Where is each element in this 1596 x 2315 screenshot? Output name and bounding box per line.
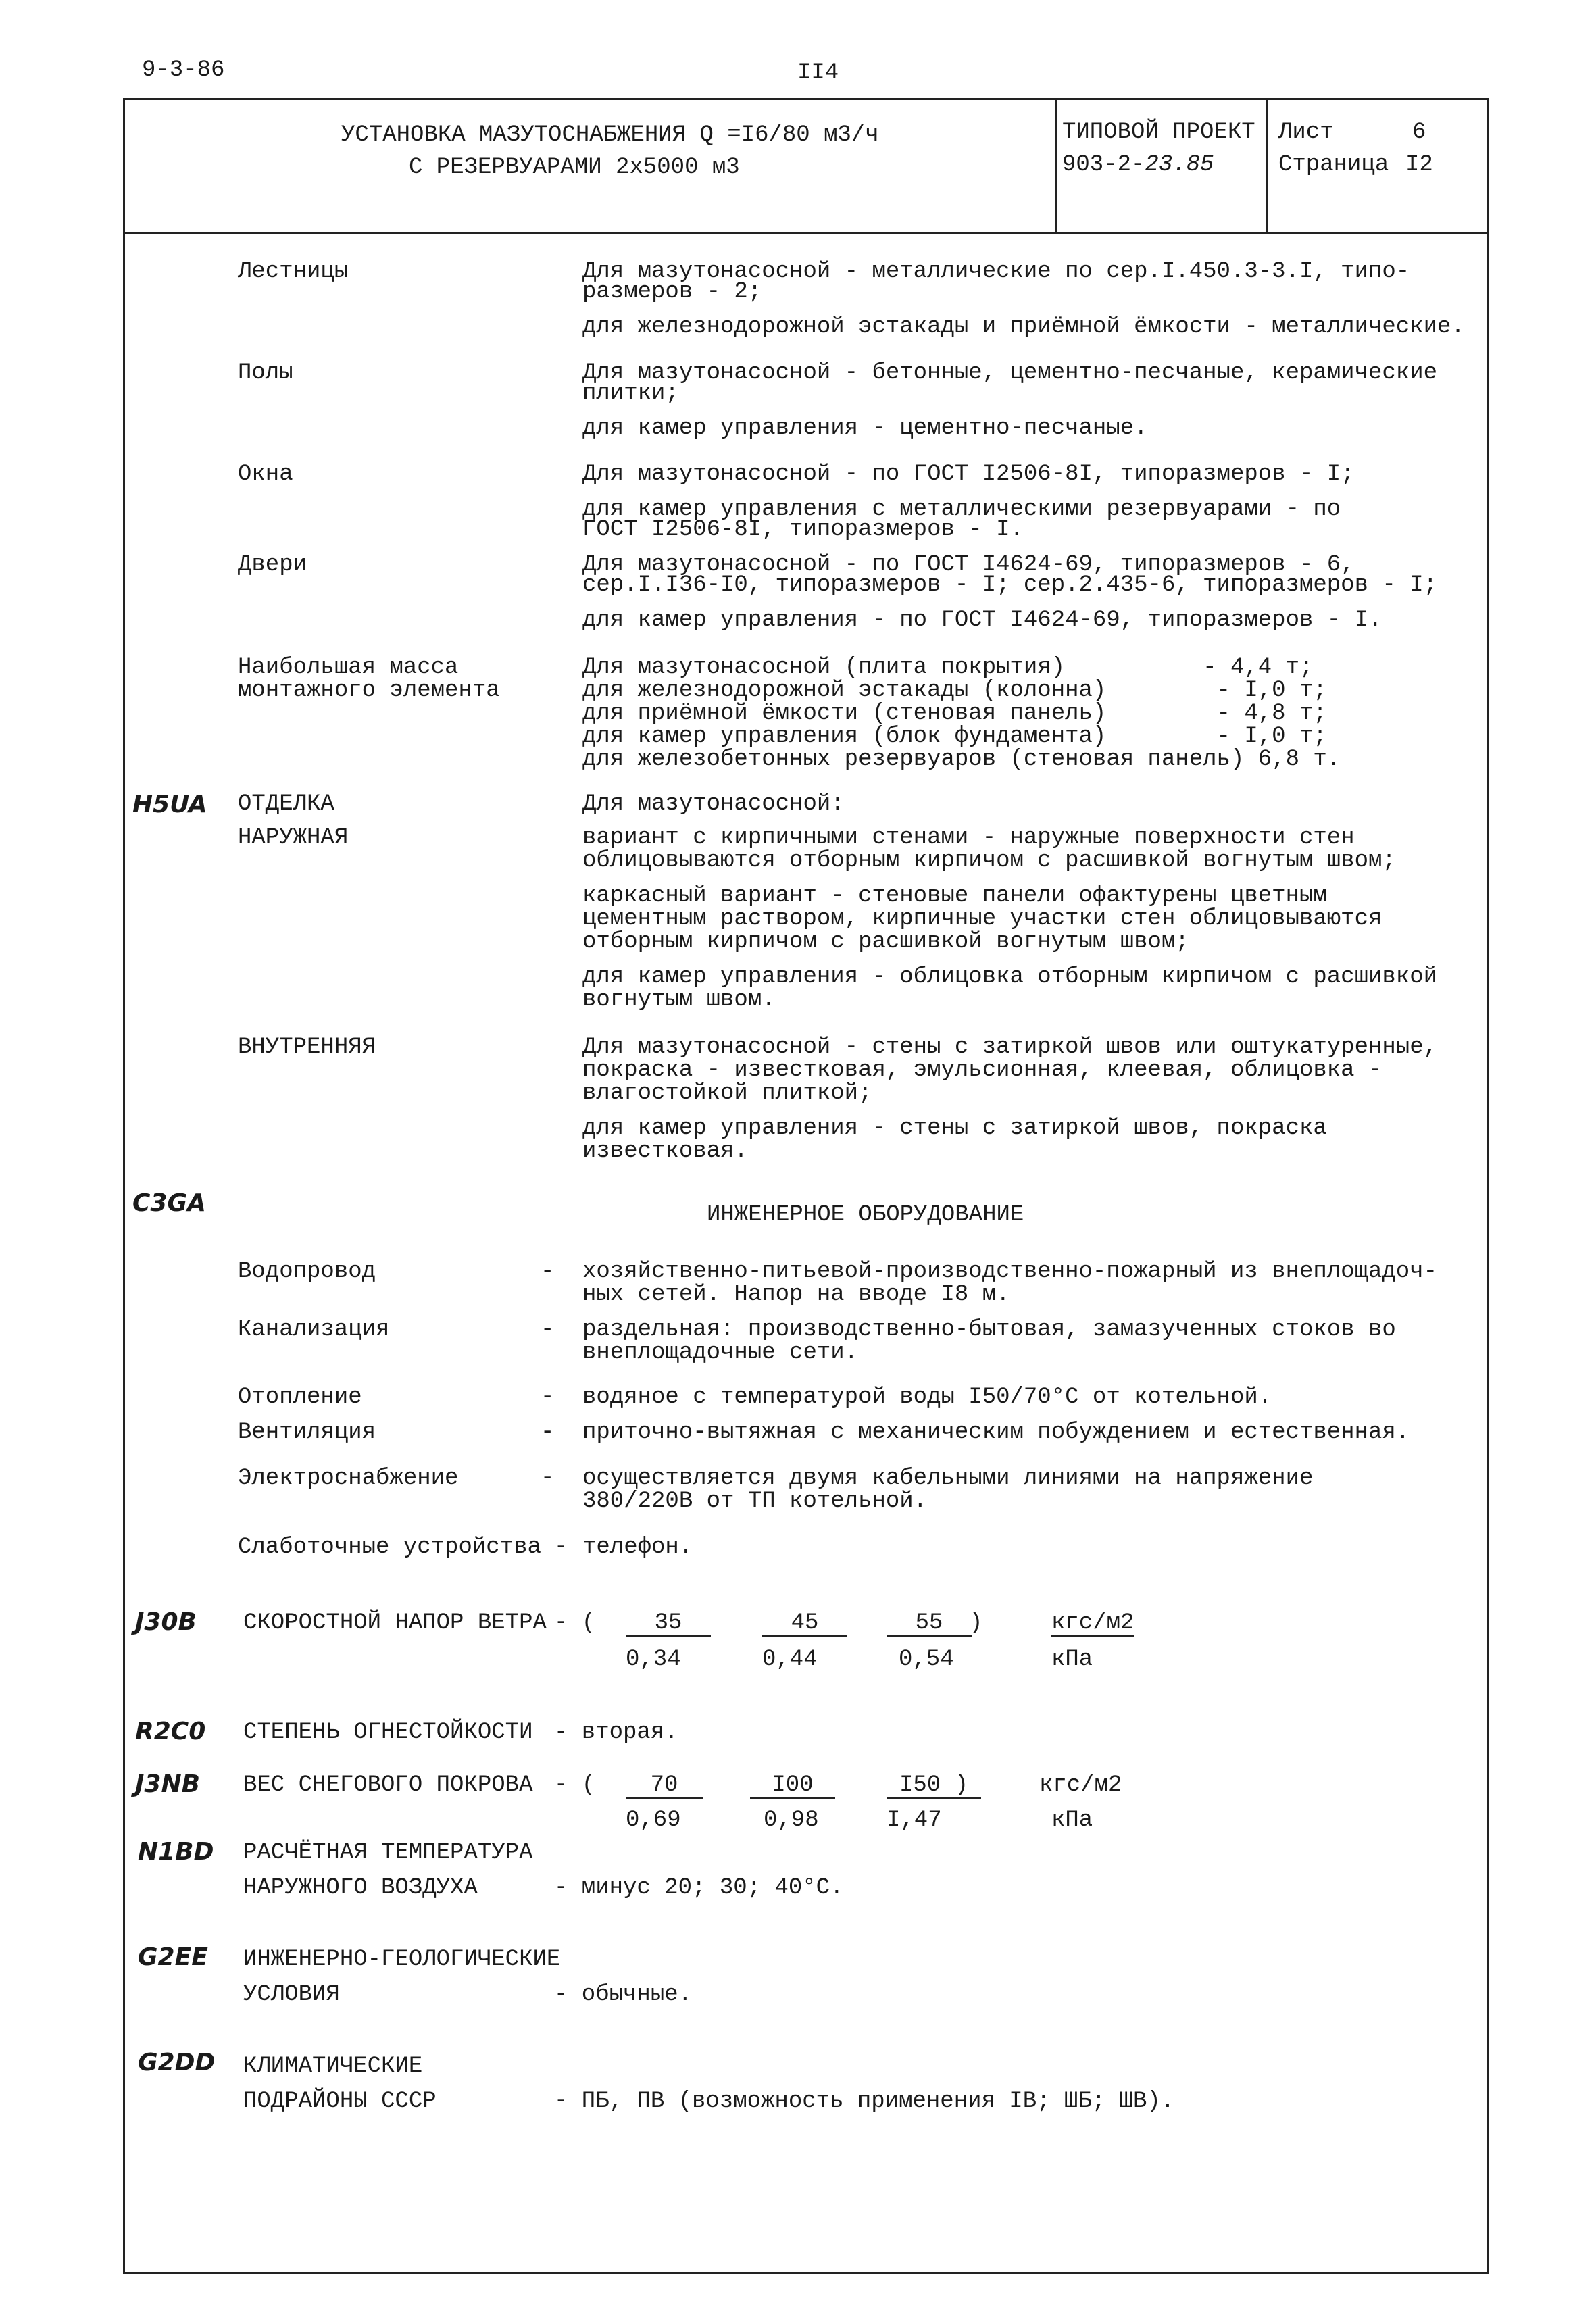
interior-text: известковая. [582,1139,748,1164]
engineering-heading: ИНЖЕНЕРНОЕ ОБОРУДОВАНИЕ [707,1202,1024,1228]
dash: - [541,1317,555,1343]
heating-text: водяное с температурой воды I50/70°С от котельной. [582,1385,1272,1410]
wind-unit-kpa: кПа [1051,1647,1093,1672]
snow-value-kgs: I00 [750,1773,835,1799]
finish-text: вогнутым швом. [582,987,776,1013]
wind-unit-kgs: кгс/м2 [1051,1610,1134,1636]
wind-value-kpa: 0,44 [762,1647,818,1672]
windows-text: ГОСТ I2506-8I, типоразмеров - I. [582,517,1024,543]
finish-text: облицовываются отборным кирпичом с расшивкой вогнутым швом; [582,848,1396,874]
mass-label: монтажного элемента [238,678,500,703]
snow-unit-kgs: кгс/м2 [1039,1772,1122,1798]
windows-text: Для мазутонасосной - по ГОСТ I2506-8I, типоразмеров - I; [582,462,1355,487]
wind-value-kpa: 0,34 [626,1647,681,1672]
interior-text: для камер управления - стены с затиркой швов, покраска [582,1116,1327,1141]
windows-label: Окна [238,462,293,487]
power-label: Электроснабжение [238,1466,459,1491]
dash: - [554,1535,568,1560]
mass-line: для железнодорожной эстакады (колонна) - I,0 т; [582,678,1327,703]
mass-line: для железобетонных резервуаров (стеновая панель) 6,8 т. [582,747,1341,772]
sheet-label: Лист [1278,120,1334,145]
project-number: 903-2-23.85 [1062,152,1214,178]
wind-label: СКОРОСТНОЙ НАПОР ВЕТРА [243,1610,547,1636]
dash: - [541,1385,555,1410]
climate-code: G2DD [138,2049,216,2076]
low-current-label: Слаботочные устройства [238,1535,541,1560]
floors-label: Полы [238,360,293,386]
snow-bracket: - ( [554,1772,596,1798]
interior-text: влагостойкой плиткой; [582,1080,872,1106]
finish-text: отборным кирпичом с расшивкой вогнутым швом; [582,929,1189,955]
title-line-2: С РЕЗЕРВУАРАМИ 2х5000 м3 [409,155,740,180]
snow-value-kpa: I,47 [887,1808,942,1833]
temperature-label: РАСЧЁТНАЯ ТЕМПЕРАТУРА [243,1840,533,1866]
finish-text: каркасный вариант - стеновые панели офактурены цветным [582,883,1327,909]
floors-text: для камер управления - цементно-песчаные. [582,416,1148,441]
water-text: хозяйственно-питьевой-производственно-пожарный из внеплощадоч- [582,1259,1438,1285]
geology-label: ИНЖЕНЕРНО-ГЕОЛОГИЧЕСКИЕ [243,1947,561,1972]
water-text: ных сетей. Напор на вводе I8 м. [582,1282,1010,1308]
doors-text: Для мазутонасосной - по ГОСТ I4624-69, типоразмеров - 6, [582,552,1355,578]
mass-line: для приёмной ёмкости (стеновая панель) - 4,8 т; [582,701,1327,726]
sewer-text: раздельная: производственно-бытовая, замазученных стоков во [582,1317,1396,1343]
header-separator-2 [1266,98,1268,233]
stairs-text: размеров - 2; [582,279,762,305]
project-number-handwritten: 23.85 [1145,152,1214,178]
wind-value-kpa: 0,54 [899,1647,954,1672]
power-text: осуществляется двумя кабельными линиями на напряжение [582,1466,1314,1491]
page-value: I2 [1405,152,1433,178]
sheet-value: 6 [1412,120,1426,145]
dash: - [541,1420,555,1445]
fire-value: - вторая. [554,1720,678,1745]
wind-bracket: ) [969,1610,983,1636]
stairs-text: Для мазутонасосной - металлические по сер.I.450.3-3.I, типо- [582,259,1410,284]
doors-label: Двери [238,552,307,578]
finish-intro: Для мазутонасосной: [582,791,845,817]
finish-label: ОТДЕЛКА [238,791,334,817]
finish-exterior-label: НАРУЖНАЯ [238,825,349,851]
geology-code: G2EE [138,1943,208,1971]
temperature-label: НАРУЖНОГО ВОЗДУХА [243,1875,478,1901]
geology-value: - обычные. [554,1982,693,2008]
interior-text: покраска - известковая, эмульсионная, клеевая, облицовка - [582,1057,1382,1083]
wind-bracket: - ( [554,1610,596,1636]
water-label: Водопровод [238,1259,376,1285]
climate-value: - ПБ, ПВ (возможность применения IВ; ШБ; ШВ). [554,2089,1175,2114]
snow-value-kpa: 0,98 [764,1808,819,1833]
windows-text: для камер управления с металлическими резервуарами - по [582,497,1341,522]
doors-text: сер.I.I36-I0, типоразмеров - I; сер.2.435-6, типоразмеров - I; [582,572,1438,598]
page-label: Страница [1278,152,1389,178]
title-line-1: УСТАНОВКА МАЗУТОСНАБЖЕНИЯ Q =I6/80 м3/ч [341,122,879,148]
snow-code: J3NB [135,1770,201,1798]
finish-text: для камер управления - облицовка отборным кирпичом с расшивкой [582,964,1438,990]
finish-text: цементным раствором, кирпичные участки стен облицовываются [582,906,1382,932]
mass-line: Для мазутонасосной (плита покрытия) - 4,4 т; [582,655,1314,680]
climate-label: КЛИМАТИЧЕСКИЕ [243,2053,423,2079]
wind-code: J30B [135,1608,197,1636]
wind-value-kgs: 45 [762,1611,847,1637]
doors-text: для камер управления - по ГОСТ I4624-69, типоразмеров - I. [582,607,1382,633]
header-divider [123,232,1489,234]
finish-code: H5UA [132,791,207,818]
sewer-text: внеплощадочные сети. [582,1340,859,1366]
interior-label: ВНУТРЕННЯЯ [238,1035,376,1060]
document-code: 9-3-86 [142,57,225,83]
dash: - [541,1259,555,1285]
geology-label: УСЛОВИЯ [243,1982,340,2008]
sewer-label: Канализация [238,1317,390,1343]
mass-label: Наибольшая масса [238,655,459,680]
finish-text: вариант с кирпичными стенами - наружные поверхности стен [582,825,1355,851]
heating-label: Отопление [238,1385,362,1410]
temperature-value: - минус 20; 30; 40°С. [554,1875,844,1901]
power-text: 380/220В от ТП котельной. [582,1489,928,1514]
fire-label: СТЕПЕНЬ ОГНЕСТОЙКОСТИ [243,1720,533,1745]
fire-code: R2C0 [135,1718,206,1745]
temperature-code: N1BD [138,1838,214,1866]
mass-line: для камер управления (блок фундамента) - I,0 т; [582,724,1327,749]
project-label: ТИПОВОЙ ПРОЕКТ [1062,120,1255,145]
low-current-value: телефон. [582,1535,693,1560]
wind-value-kgs: 55 [887,1611,972,1637]
interior-text: Для мазутонасосной - стены с затиркой швов или оштукатуренные, [582,1035,1438,1060]
floors-text: плитки; [582,380,679,406]
floors-text: Для мазутонасосной - бетонные, цементно-песчаные, керамические [582,360,1438,386]
snow-value-kpa: 0,69 [626,1808,681,1833]
stairs-text: для железнодорожной эстакады и приёмной ёмкости - металлические. [582,314,1465,340]
snow-label: ВЕС СНЕГОВОГО ПОКРОВА [243,1772,533,1798]
snow-value-kgs: I50 ) [887,1773,981,1799]
page-number: II4 [797,60,839,86]
snow-unit-kpa: кПа [1051,1808,1093,1833]
ventilation-text: приточно-вытяжная с механическим побуждением и естественная. [582,1420,1410,1445]
climate-label: ПОДРАЙОНЫ СССР [243,2089,437,2114]
engineering-code: C3GA [132,1189,206,1217]
snow-value-kgs: 70 [626,1773,703,1799]
ventilation-label: Вентиляция [238,1420,376,1445]
header-separator-1 [1055,98,1057,233]
dash: - [541,1466,555,1491]
stairs-label: Лестницы [238,259,349,284]
wind-value-kgs: 35 [626,1611,711,1637]
